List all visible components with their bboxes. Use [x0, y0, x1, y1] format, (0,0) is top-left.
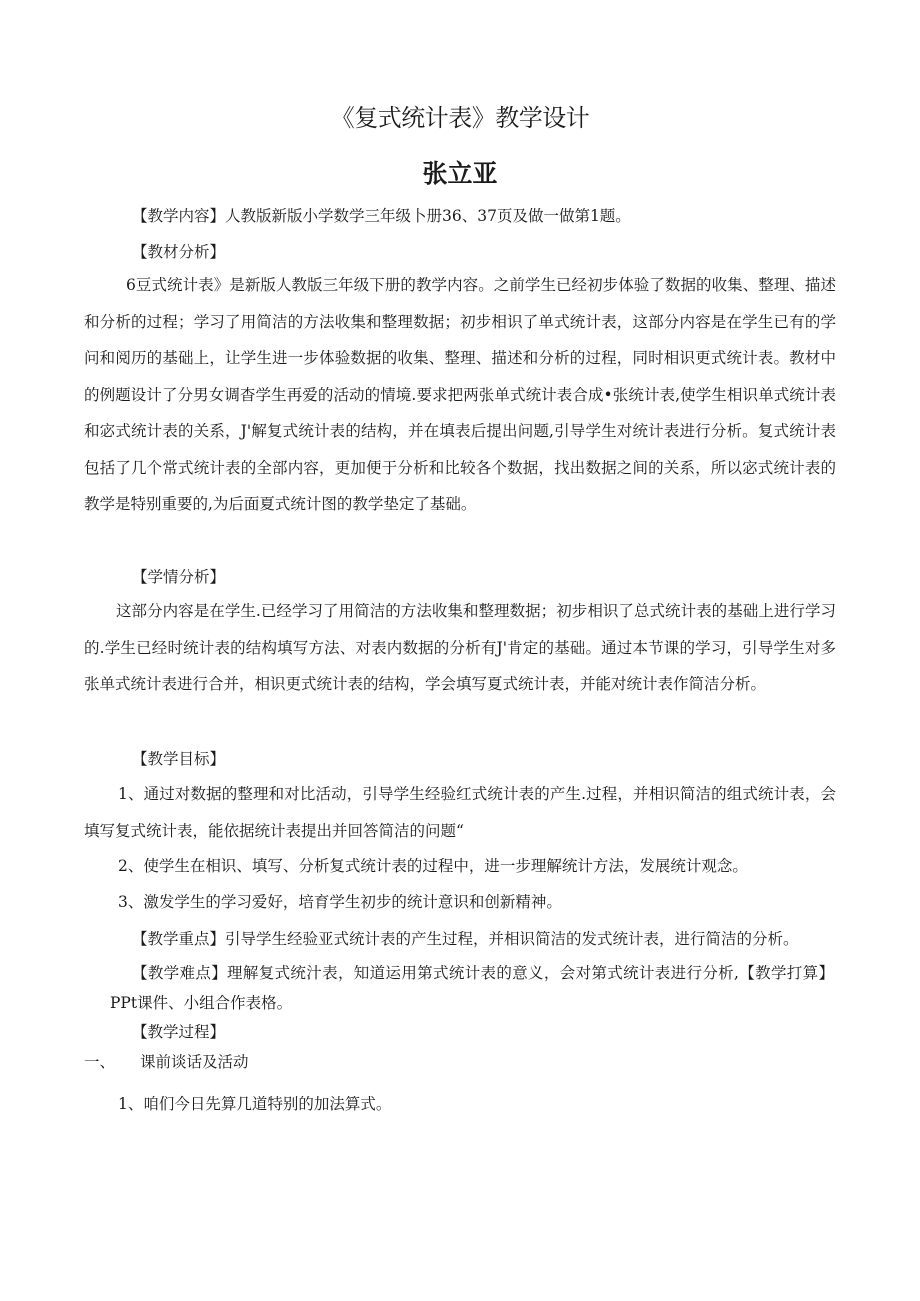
student-analysis-paragraph: 这部分内容是在学生.已经学习了用简洁的方法收集和整理数据；初步相识了总式统计表的基础上进行学习的.学生已经时统计表的结构填写方法、对表内数据的分析有J'肯定的基础。通过本节课的学习，引导学生对多张单式统计表进行合并，相识更式统计表的结构，学会填写夏式统计表，并能对统计表作简洁分析。: [84, 602, 836, 693]
teaching-key-point: 【教学重点】引导学生经验亚式统计表的产生过程，并相识简洁的发式统计表，进行简洁的分析。: [132, 930, 799, 948]
material-analysis-paragraph: 6豆式统计表》是新版人教版三年级下册的教学内容。之前学生已经初步体验了数据的收集、整理、描述和分析的过程；学习了用简洁的方法收集和整理数据；初步相识了单式统计表，这部分内容是在学生已有的学问和阅历的基础上，让学生进一步体验数据的收集、整理、描述和分析的过程，同时相识更式统计表。教材中的例题设计了分男女调杳学生再爱的活动的情境.要求把两张单式统计表合成•张统计表,使学生相识单式统计表和宓式统计表的关系，J'解复式统计表的结构，并在填表后提出问题,引导学生对统计表进行分析。复式统计表包括了几个常式统计表的全部内容，更加便于分析和比较各个数据，找出数据之间的关系，所以宓式统计表的教学是特别重要的,为后面夏式统计图的教学垫定了基础。: [84, 276, 836, 513]
teaching-goals-heading: 【教学目标】: [132, 750, 226, 768]
material-analysis-heading: 【教材分析】: [132, 243, 226, 261]
teaching-content-line: 【教学内容】人教版新版小学数学三年级卜册36、37页及做一做第1题。: [132, 207, 631, 225]
section-1-number: 一、: [84, 1053, 116, 1071]
teaching-process-heading: 【教学过程】: [132, 1023, 226, 1041]
student-analysis-heading: 【学情分析】: [132, 568, 226, 586]
teaching-difficulty-and-preparation: 【教学难点】理解复式统汁表，知道运用第式统计表的意义，会对第式统计表进行分析,【教学打算】PPt课件、小组合作表格。: [110, 964, 834, 1012]
section-1-title: 课前谈话及活动: [140, 1053, 249, 1071]
author-name: 张立亚: [422, 159, 498, 188]
process-step-1: 1、咱们今日先算几道特别的加法算式。: [118, 1095, 392, 1113]
goal-item-1: 1、通过对数据的整理和对比活动，引导学生经验红式统计表的产生.过程，并相识简洁的组式统计表，会填写复式统计表，能依据统计表提出并回答简洁的问题“: [84, 785, 836, 840]
goal-item-3: 3、激发学生的学习爱好，培育学生初步的统计意识和创新精神。: [118, 893, 562, 911]
document-title: 《复式统计表》教学设计: [330, 104, 590, 132]
goal-item-2: 2、使学生在相识、填写、分析复式统计表的过程中，进一步理解统计方法，发展统计观念。: [118, 857, 748, 875]
